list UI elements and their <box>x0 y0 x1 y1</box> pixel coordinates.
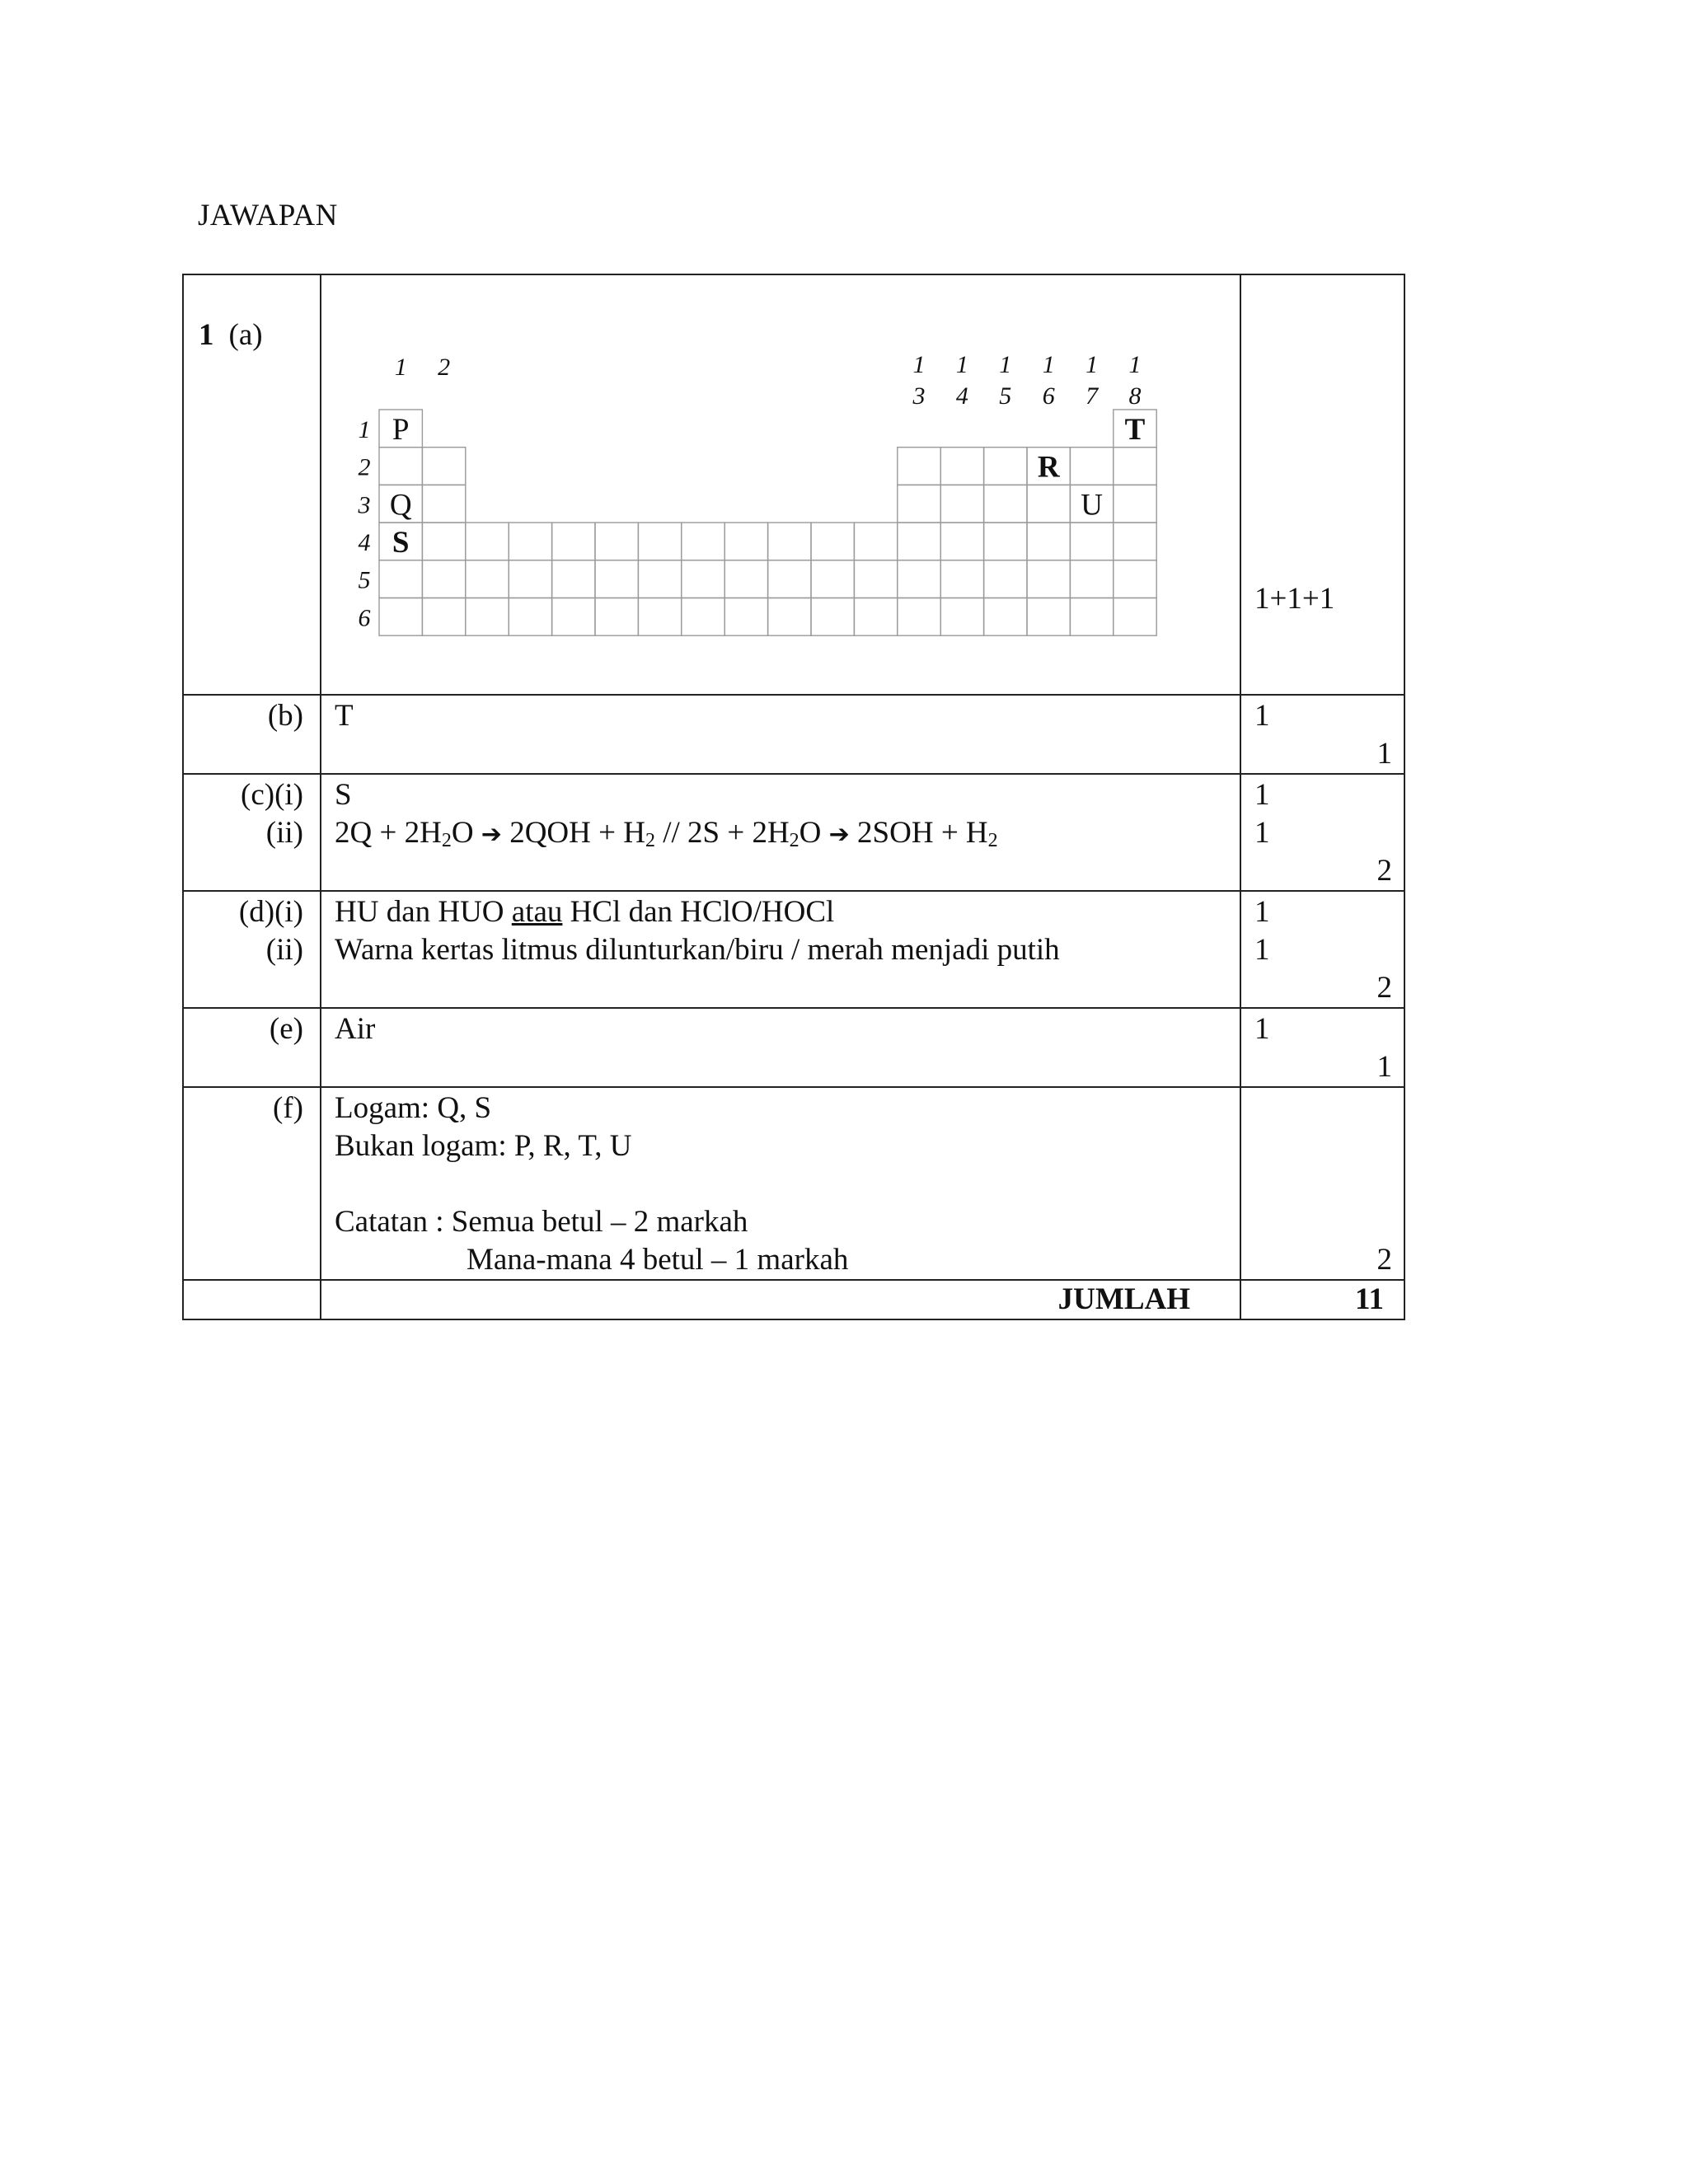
period-label: 1 <box>358 415 371 443</box>
pt-cell <box>854 560 897 598</box>
total-d: 2 <box>1376 971 1392 1005</box>
pt-cell <box>984 448 1027 485</box>
part-label-a: (a) <box>228 318 263 352</box>
page-heading: JAWAPAN <box>198 199 338 232</box>
answer-d <box>321 891 1240 1008</box>
pt-cell <box>422 523 465 560</box>
pt-cell <box>682 598 724 636</box>
pt-cell <box>940 448 983 485</box>
group-label: 1 <box>999 351 1012 378</box>
pt-cell <box>509 523 551 560</box>
pt-cell <box>1070 560 1113 598</box>
answer-f-nonmetals: Bukan logam: P, R, T, U <box>335 1129 632 1163</box>
pt-cell <box>1027 485 1070 523</box>
group-label: 1 <box>1085 351 1099 378</box>
row-jumlah <box>183 1280 1404 1319</box>
pt-cell <box>1070 523 1113 560</box>
pt-cell <box>898 560 940 598</box>
answer-table <box>182 274 1405 1320</box>
pt-cell <box>379 598 422 636</box>
answer-b <box>321 695 1240 774</box>
group-label: 1 <box>394 354 407 381</box>
question-label-f <box>183 1087 321 1280</box>
question-label-c <box>183 774 321 891</box>
pt-cell <box>379 560 422 598</box>
pt-cell <box>898 598 940 636</box>
marks-cell-d <box>1240 891 1404 1008</box>
period-label: 5 <box>358 566 371 594</box>
row-1a <box>183 274 1404 695</box>
answer-c <box>321 774 1240 891</box>
pt-cell <box>811 560 854 598</box>
pt-cell <box>1114 485 1156 523</box>
mark-b: 1 <box>1254 699 1270 733</box>
pt-cell <box>768 560 811 598</box>
pt-cell <box>595 560 638 598</box>
group-label: 3 <box>912 382 926 410</box>
mark-d-i: 1 <box>1254 895 1270 929</box>
pt-cell <box>768 598 811 636</box>
marks-cell-f <box>1240 1087 1404 1280</box>
pt-cell <box>811 598 854 636</box>
pt-cell <box>854 598 897 636</box>
marks-cell-b <box>1240 695 1404 774</box>
element-p: P <box>392 412 410 447</box>
part-label-b: (b) <box>267 699 303 733</box>
pt-cell <box>509 598 551 636</box>
marks-cell-a <box>1240 274 1404 695</box>
pt-cell <box>552 523 595 560</box>
answer-c-i: S <box>335 778 352 812</box>
pt-cell <box>1114 448 1156 485</box>
pt-cell <box>811 523 854 560</box>
pt-cell <box>1070 598 1113 636</box>
answer-d-ii: Warna kertas litmus dilunturkan/biru / merah menjadi putih <box>335 933 1060 967</box>
answer-b-text: T <box>335 699 354 733</box>
pt-cell <box>552 560 595 598</box>
row-1e <box>183 1008 1404 1087</box>
answer-f-note-2: Mana-mana 4 betul – 1 markah <box>467 1243 849 1277</box>
part-label-d-ii: (ii) <box>265 933 303 967</box>
question-label-e <box>183 1008 321 1087</box>
period-label: 4 <box>358 528 371 556</box>
part-label-c-i: (c)(i) <box>241 778 303 812</box>
arrow-icon: ➔ <box>828 820 850 849</box>
pt-cell <box>466 598 509 636</box>
pt-cell <box>509 560 551 598</box>
row-1c <box>183 774 1404 891</box>
jumlah-label: JUMLAH <box>321 1280 1240 1319</box>
part-label-e: (e) <box>269 1012 303 1046</box>
group-label: 1 <box>1128 351 1142 378</box>
pt-cell <box>1114 560 1156 598</box>
jumlah-empty <box>183 1280 321 1319</box>
pt-cell <box>898 523 940 560</box>
answer-e <box>321 1008 1240 1087</box>
pt-cell <box>422 598 465 636</box>
pt-cell <box>898 448 940 485</box>
pt-cell <box>854 523 897 560</box>
pt-cell <box>1114 598 1156 636</box>
pt-cell <box>984 523 1027 560</box>
row-1f <box>183 1087 1404 1280</box>
part-label-c-ii: (ii) <box>265 816 303 850</box>
pt-cell <box>724 523 767 560</box>
group-label: 6 <box>1042 382 1055 410</box>
answer-e-text: Air <box>335 1012 376 1046</box>
answer-d-i: HU dan HUO atau HCl dan HClO/HOCl <box>335 895 835 929</box>
group-label: 1 <box>912 351 926 378</box>
group-label: 8 <box>1128 382 1142 410</box>
row-1b <box>183 695 1404 774</box>
pt-cell <box>638 560 681 598</box>
pt-cell <box>1027 523 1070 560</box>
element-u: U <box>1081 488 1103 523</box>
mark-c-i: 1 <box>1254 778 1270 812</box>
marks-a: 1+1+1 <box>1254 582 1335 616</box>
marks-cell-e <box>1240 1008 1404 1087</box>
pt-cell <box>898 485 940 523</box>
pt-cell <box>984 598 1027 636</box>
answer-f-note-1: Catatan : Semua betul – 2 markah <box>335 1205 748 1239</box>
pt-cell <box>940 560 983 598</box>
pt-cell <box>724 598 767 636</box>
period-label: 3 <box>358 491 371 519</box>
pt-cell <box>466 560 509 598</box>
group-label: 7 <box>1085 382 1099 410</box>
part-label-f: (f) <box>273 1091 303 1125</box>
pt-cell <box>422 485 465 523</box>
periodic-table-cell <box>321 274 1240 695</box>
pt-cell <box>466 523 509 560</box>
pt-cell <box>1027 560 1070 598</box>
pt-cell <box>940 485 983 523</box>
pt-cell <box>595 598 638 636</box>
pt-cell <box>638 523 681 560</box>
periodic-table-diagram <box>321 275 1241 653</box>
arrow-icon: ➔ <box>481 820 502 849</box>
pt-cell <box>1070 448 1113 485</box>
question-label-1a <box>183 274 321 695</box>
pt-cell <box>940 523 983 560</box>
answer-f <box>321 1087 1240 1280</box>
mark-e: 1 <box>1254 1012 1270 1046</box>
element-q: Q <box>389 488 412 523</box>
pt-cell <box>984 560 1027 598</box>
pt-cell <box>552 598 595 636</box>
pt-cell <box>682 560 724 598</box>
total-b: 1 <box>1376 737 1392 771</box>
group-label: 5 <box>999 382 1012 410</box>
group-label: 1 <box>955 351 968 378</box>
mark-d-ii: 1 <box>1254 933 1270 967</box>
period-label: 6 <box>358 604 371 632</box>
group-label: 2 <box>438 354 451 381</box>
answer-f-metals: Logam: Q, S <box>335 1091 492 1125</box>
total-e: 1 <box>1376 1050 1392 1084</box>
pt-cell <box>940 598 983 636</box>
question-number: 1 <box>199 318 214 352</box>
pt-cell <box>682 523 724 560</box>
row-1d <box>183 891 1404 1008</box>
marks-cell-c <box>1240 774 1404 891</box>
part-label-d-i: (d)(i) <box>238 895 303 929</box>
pt-cell <box>1027 598 1070 636</box>
pt-cell <box>595 523 638 560</box>
answer-c-ii-equation: $2Q + 2H_2O$ ➔ $2QOH + H_2 // 2S + 2H_2O$ ➔ $2SOH + H_2$ <box>335 816 998 851</box>
jumlah-value: 11 <box>1240 1280 1404 1319</box>
group-label: 4 <box>955 382 968 410</box>
element-r: R <box>1037 450 1060 485</box>
pt-cell <box>422 560 465 598</box>
pt-cell <box>768 523 811 560</box>
group-label: 1 <box>1042 351 1055 378</box>
pt-cell <box>638 598 681 636</box>
total-c: 2 <box>1376 854 1392 888</box>
question-label-d <box>183 891 321 1008</box>
mark-c-ii: 1 <box>1254 816 1270 850</box>
period-label: 2 <box>358 453 371 481</box>
pt-cell <box>379 448 422 485</box>
total-f: 2 <box>1376 1243 1392 1277</box>
element-t: T <box>1124 412 1146 447</box>
element-s: S <box>392 525 410 560</box>
pt-cell <box>724 560 767 598</box>
pt-cell <box>984 485 1027 523</box>
question-label-b <box>183 695 321 774</box>
pt-cell <box>422 448 465 485</box>
pt-cell <box>1114 523 1156 560</box>
